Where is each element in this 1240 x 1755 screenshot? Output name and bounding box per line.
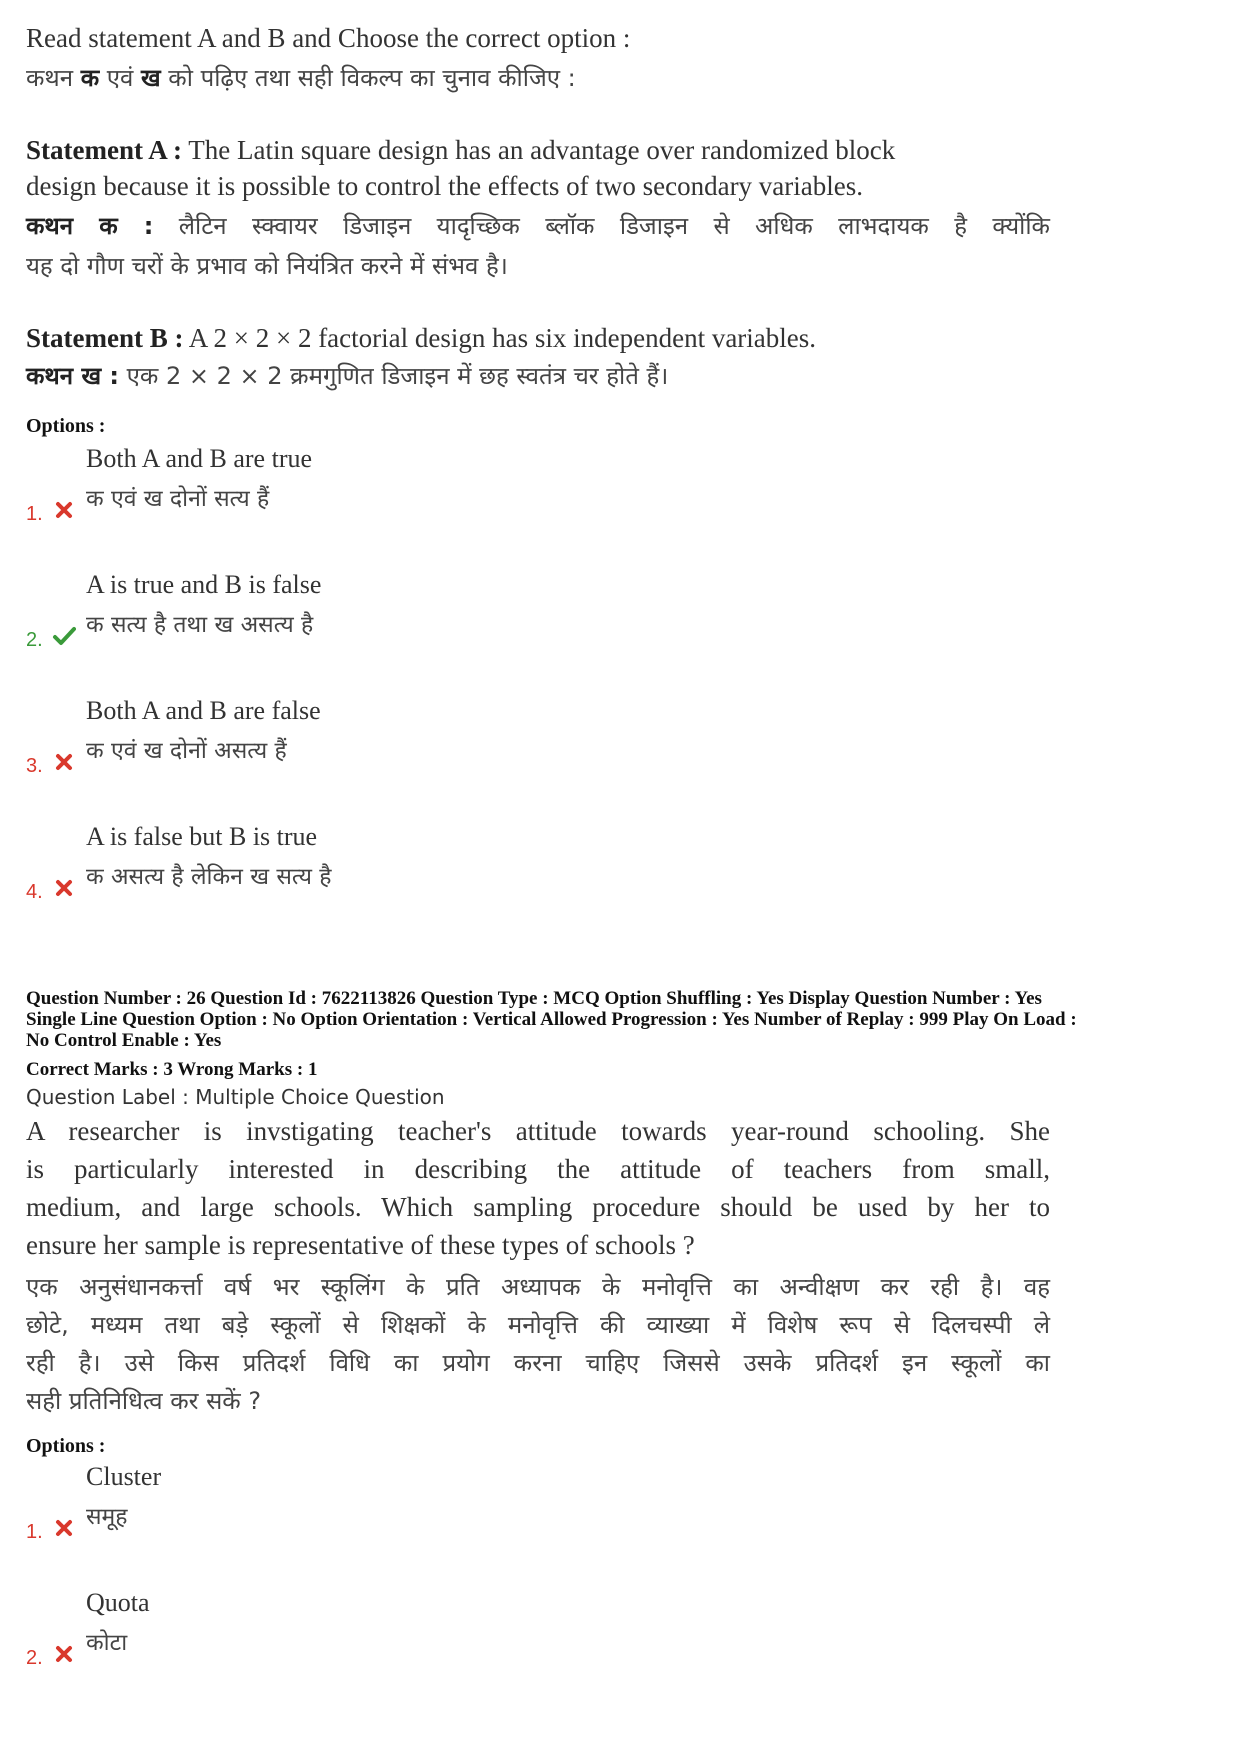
- intro-hindi-kh: ख: [141, 64, 161, 92]
- intro-hindi-k: क: [80, 64, 100, 92]
- option-english: Both A and B are true: [86, 444, 313, 473]
- option-number: 2.: [26, 629, 43, 651]
- statement-a-hindi-label: कथन क :: [26, 212, 154, 240]
- statement-b: [26, 320, 816, 396]
- q26-hindi-line-4: सही प्रतिनिधित्व कर सकें ?: [26, 1387, 262, 1415]
- q25-options-heading: Options :: [26, 415, 106, 437]
- option-hindi: समूह: [86, 1504, 128, 1530]
- statement-b-label: Statement B :: [26, 323, 184, 353]
- meta-line-2: Single Line Question Option : No Option Orientation : Vertical Allowed Progression : Yes Number of Replay : 999 Play On Load :: [26, 1009, 1077, 1030]
- statement-b-english: [26, 320, 816, 356]
- statement-a-text-1: The Latin square design has an advantage over randomized block: [181, 135, 896, 165]
- question-26-meta: [26, 988, 1216, 1112]
- statement-b-text: A 2 × 2 × 2 factorial design has six independent variables.: [183, 323, 817, 353]
- q26-english-line-1: A researcher is invstigating teacher's attitude towards year-round schooling. She: [26, 1116, 1050, 1146]
- option-english: Cluster: [86, 1462, 162, 1491]
- q26-english-line-4: ensure her sample is representative of these types of schools ?: [26, 1230, 695, 1260]
- option-number: 1.: [26, 1521, 43, 1543]
- statement-b-hindi-label: कथन ख :: [26, 362, 120, 390]
- q25-option-2[interactable]: [26, 568, 726, 694]
- cross-icon: [52, 750, 76, 774]
- option-english: A is true and B is false: [86, 570, 322, 599]
- cross-icon: [52, 876, 76, 900]
- q26-option-1[interactable]: [26, 1460, 726, 1586]
- intro-english: Read statement A and B and Choose the correct option :: [26, 23, 631, 53]
- statement-a-english-line-1: [26, 132, 1050, 168]
- q26-english-line-3: medium, and large schools. Which sampling procedure should be used by her to: [26, 1192, 1050, 1222]
- statement-b-hindi: [26, 356, 816, 396]
- marks-info: Correct Marks : 3 Wrong Marks : 1: [26, 1059, 318, 1080]
- q25-options-list: [26, 442, 726, 946]
- statement-a-hindi-text-1: लैटिन स्क्वायर डिजाइन यादृच्छिक ब्लॉक डिजाइन से अधिक लाभदायक है क्योंकि: [153, 212, 1050, 240]
- option-hindi: क असत्य है लेकिन ख सत्य है: [86, 864, 332, 890]
- option-hindi: क सत्य है तथा ख असत्य है: [86, 612, 314, 638]
- intro-hindi-mid: एवं: [99, 64, 142, 92]
- q26-english-line-2: is particularly interested in describing the attitude of teachers from small,: [26, 1154, 1050, 1184]
- statement-b-hindi-text: एक 2 × 2 × 2 क्रमगुणित डिजाइन में छह स्वतंत्र चर होते हैं।: [119, 362, 669, 390]
- q26-options-heading: Options :: [26, 1435, 106, 1457]
- q26-hindi-line-3: रही है। उसे किस प्रतिदर्श विधि का प्रयोग करना चाहिए जिससे उसके प्रतिदर्श इन स्कूलों का: [26, 1349, 1050, 1377]
- option-english: Quota: [86, 1588, 150, 1617]
- statement-a-label: Statement A :: [26, 135, 182, 165]
- question-25-intro: [26, 20, 630, 98]
- option-number: 2.: [26, 1647, 43, 1669]
- intro-hindi-prefix: कथन: [26, 64, 81, 92]
- option-hindi: क एवं ख दोनों असत्य हैं: [86, 738, 287, 764]
- q26-hindi-line-1: एक अनुसंधानकर्त्ता वर्ष भर स्कूलिंग के प्रति अध्यापक के मनोवृत्ति का अन्वीक्षण कर रही है। वह: [26, 1273, 1050, 1301]
- option-number: 1.: [26, 503, 43, 525]
- option-number: 3.: [26, 755, 43, 777]
- statement-a-english-line-2: design because it is possible to control the effects of two secondary variables.: [26, 171, 864, 201]
- statement-a: [26, 132, 1050, 286]
- intro-hindi: [26, 58, 630, 98]
- option-number: 4.: [26, 881, 43, 903]
- cross-icon: [52, 498, 76, 522]
- cross-icon: [52, 1642, 76, 1666]
- question-label: Question Label : Multiple Choice Question: [26, 1085, 445, 1109]
- q26-option-2[interactable]: [26, 1586, 726, 1712]
- option-english: A is false but B is true: [86, 822, 318, 851]
- q26-options-list: [26, 1460, 726, 1712]
- intro-hindi-suffix: को पढ़िए तथा सही विकल्प का चुनाव कीजिए :: [160, 64, 576, 92]
- cross-icon: [52, 1516, 76, 1540]
- statement-a-hindi-line-2: यह दो गौण चरों के प्रभाव को नियंत्रित करने में संभव है।: [26, 252, 508, 280]
- q25-option-3[interactable]: [26, 694, 726, 820]
- option-hindi: क एवं ख दोनों सत्य हैं: [86, 486, 270, 512]
- option-english: Both A and B are false: [86, 696, 321, 725]
- check-icon: [52, 624, 76, 648]
- question-26-text: [26, 1112, 1050, 1420]
- meta-line-3: No Control Enable : Yes: [26, 1030, 222, 1051]
- statement-a-hindi-line-1: [26, 206, 1050, 246]
- q25-option-1[interactable]: [26, 442, 726, 568]
- option-hindi: कोटा: [86, 1630, 128, 1656]
- q25-option-4[interactable]: [26, 820, 726, 946]
- meta-line-1: Question Number : 26 Question Id : 7622113826 Question Type : MCQ Option Shuffling : Yes Display Question Number : Yes: [26, 988, 1042, 1009]
- q26-hindi-line-2: छोटे, मध्यम तथा बड़े स्कूलों से शिक्षकों के मनोवृत्ति की व्याख्या में विशेष रूप से दिलचस्पी ले: [26, 1311, 1050, 1339]
